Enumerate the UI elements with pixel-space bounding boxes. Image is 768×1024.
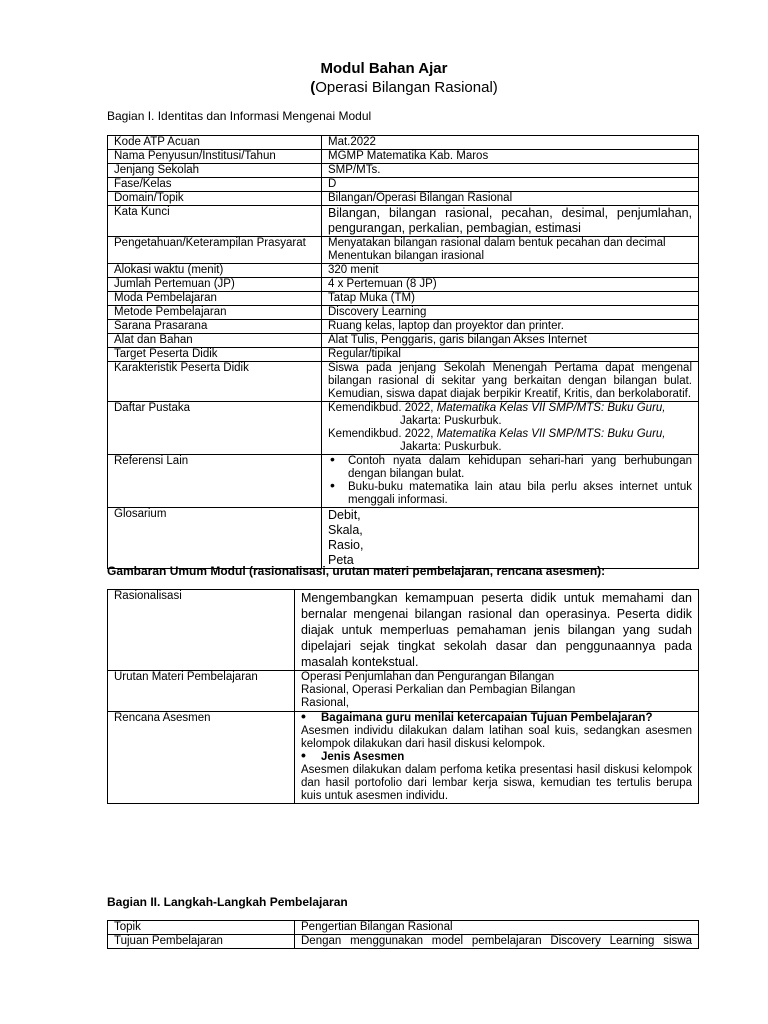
glossary-item: Debit, [328, 508, 361, 522]
reference-publisher: Jakarta: Puskurbuk. [400, 415, 502, 427]
row-value: 4 x Pertemuan (8 JP) [322, 278, 699, 292]
row-value: Bilangan, bilangan rasional, pecahan, desimal, penjumlahan, pengurangan, perkalian, pembagian, estimasi [322, 206, 699, 237]
steps-table [107, 920, 699, 949]
row-label: Rasionalisasi [108, 590, 295, 671]
table-row [108, 935, 699, 949]
row-label: Karakteristik Peserta Didik [108, 362, 322, 402]
glossary-item: Skala, [328, 523, 363, 537]
document-title: Modul Bahan Ajar [320, 60, 448, 77]
row-value: 320 menit [322, 264, 699, 278]
row-value [295, 671, 699, 712]
document-subtitle [0, 79, 768, 97]
row-value [322, 508, 699, 569]
part1-heading: Bagian I. Identitas dan Informasi Mengenai Modul [107, 109, 372, 123]
subtitle-text: Operasi Bilangan Rasional) [315, 79, 498, 96]
identity-table [107, 135, 699, 569]
table-row [108, 150, 699, 164]
reference-list [328, 455, 692, 507]
table-row [108, 164, 699, 178]
row-value: Bilangan/Operasi Bilangan Rasional [322, 192, 699, 206]
table-row [108, 455, 699, 508]
overview-table [107, 589, 699, 804]
table-row [108, 348, 699, 362]
reference-title: Matematika Kelas VII SMP/MTS: Buku Guru, [436, 402, 666, 414]
row-value [295, 712, 699, 804]
table-row [108, 206, 699, 237]
row-label: Jenjang Sekolah [108, 164, 322, 178]
material-line: Rasional, [301, 697, 349, 709]
table-row [108, 590, 699, 671]
table-row [108, 712, 699, 804]
row-label: Sarana Prasarana [108, 320, 322, 334]
reference-entry [328, 402, 692, 415]
row-value: Dengan menggunakan model pembelajaran Discovery Learning siswa [295, 935, 699, 949]
table-row [108, 306, 699, 320]
row-value [322, 455, 699, 508]
table-row [108, 402, 699, 455]
table-row [108, 192, 699, 206]
part2-heading: Bagian II. Langkah-Langkah Pembelajaran [107, 895, 348, 909]
list-item: • Buku-buku matematika lain atau bila perlu akses internet untuk menggali informasi. [328, 481, 692, 507]
table-row [108, 278, 699, 292]
row-label: Alat dan Bahan [108, 334, 322, 348]
row-label: Kode ATP Acuan [108, 136, 322, 150]
table-row [108, 320, 699, 334]
row-label: Fase/Kelas [108, 178, 322, 192]
row-label: Target Peserta Didik [108, 348, 322, 362]
row-label: Domain/Topik [108, 192, 322, 206]
row-value: Mengembangkan kemampuan peserta didik untuk memahami dan bernalar mengenai bilangan rasional dan operasinya. Peserta didik diajak untuk memperluas pemahaman jenis bilangan yang sudah dipelajari sejak tingkat sekolah dasar dan penggunaannya pada masalah kontekstual. [295, 590, 699, 671]
row-label: Urutan Materi Pembelajaran [108, 671, 295, 712]
table-row [108, 264, 699, 278]
row-value: Ruang kelas, laptop dan proyektor dan printer. [322, 320, 699, 334]
glossary-item: Rasio, [328, 538, 364, 552]
row-value [322, 402, 699, 455]
reference-author: Kemendikbud. 2022, [328, 402, 437, 414]
row-label: Tujuan Pembelajaran [108, 935, 295, 949]
list-item: • Contoh nyata dalam kehidupan sehari-hari yang berhubungan dengan bilangan bulat. [328, 455, 692, 481]
row-label: Kata Kunci [108, 206, 322, 237]
row-value: Regular/tipikal [322, 348, 699, 362]
prereq-line: Menentukan bilangan irasional [328, 250, 484, 262]
table-row [108, 671, 699, 712]
row-value: D [322, 178, 699, 192]
reference-publisher: Jakarta: Puskurbuk. [400, 441, 502, 453]
row-value: MGMP Matematika Kab. Maros [322, 150, 699, 164]
row-label: Topik [108, 921, 295, 935]
assessment-question: • Jenis Asesmen [301, 751, 692, 764]
row-label: Metode Pembelajaran [108, 306, 322, 320]
row-value: Tatap Muka (TM) [322, 292, 699, 306]
table-row [108, 921, 699, 935]
row-label: Nama Penyusun/Institusi/Tahun [108, 150, 322, 164]
table-row [108, 508, 699, 569]
row-value: Discovery Learning [322, 306, 699, 320]
row-label: Rencana Asesmen [108, 712, 295, 804]
assessment-question: • Bagaimana guru menilai ketercapaian Tujuan Pembelajaran? [301, 712, 692, 725]
row-label: Moda Pembelajaran [108, 292, 322, 306]
row-label: Pengetahuan/Keterampilan Prasyarat [108, 237, 322, 264]
table-row [108, 237, 699, 264]
table-row [108, 334, 699, 348]
material-line: Rasional, Operasi Perkalian dan Pembagian Bilangan [301, 684, 576, 696]
table-row [108, 136, 699, 150]
row-label: Jumlah Pertemuan (JP) [108, 278, 322, 292]
row-value: SMP/MTs. [322, 164, 699, 178]
material-line: Operasi Penjumlahan dan Pengurangan Bilangan [301, 671, 555, 683]
glossary-item: Peta [328, 553, 354, 567]
row-label: Alokasi waktu (menit) [108, 264, 322, 278]
row-value: Pengertian Bilangan Rasional [295, 921, 699, 935]
overview-heading: Gambaran Umum Modul (rasionalisasi, urutan materi pembelajaran, rencana asesmen): [107, 564, 606, 578]
row-label: Daftar Pustaka [108, 402, 322, 455]
table-row [108, 362, 699, 402]
assessment-text: Asesmen individu dilakukan dalam latihan soal kuis, sedangkan asesmen kelompok dilakukan dari hasil diskusi kelompok. [301, 725, 692, 750]
assessment-text: Asesmen dilakukan dalam perfoma ketika presentasi hasil diskusi kelompok dan hasil portofolio dari lembar kerja siswa, kemudian tes tertulis berupa kuis untuk asesmen individu. [301, 764, 692, 802]
reference-author: Kemendikbud. 2022, [328, 428, 437, 440]
reference-entry [328, 428, 692, 441]
row-value [322, 237, 699, 264]
row-label: Glosarium [108, 508, 322, 569]
subtitle-paren: ( [310, 79, 316, 96]
reference-title: Matematika Kelas VII SMP/MTS: Buku Guru, [436, 428, 666, 440]
row-value: Siswa pada jenjang Sekolah Menengah Pertama dapat mengenal bilangan rasional di sekitar yang berkaitan dengan bilangan bulat. Kemudian, siswa dapat diajak berpikir Kreatif, Kritis, dan berkolaboratif. [322, 362, 699, 402]
table-row [108, 178, 699, 192]
row-value: Mat.2022 [322, 136, 699, 150]
row-label: Referensi Lain [108, 455, 322, 508]
table-row [108, 292, 699, 306]
row-value: Alat Tulis, Penggaris, garis bilangan Akses Internet [322, 334, 699, 348]
prereq-line: Menyatakan bilangan rasional dalam bentuk pecahan dan decimal [328, 237, 666, 249]
